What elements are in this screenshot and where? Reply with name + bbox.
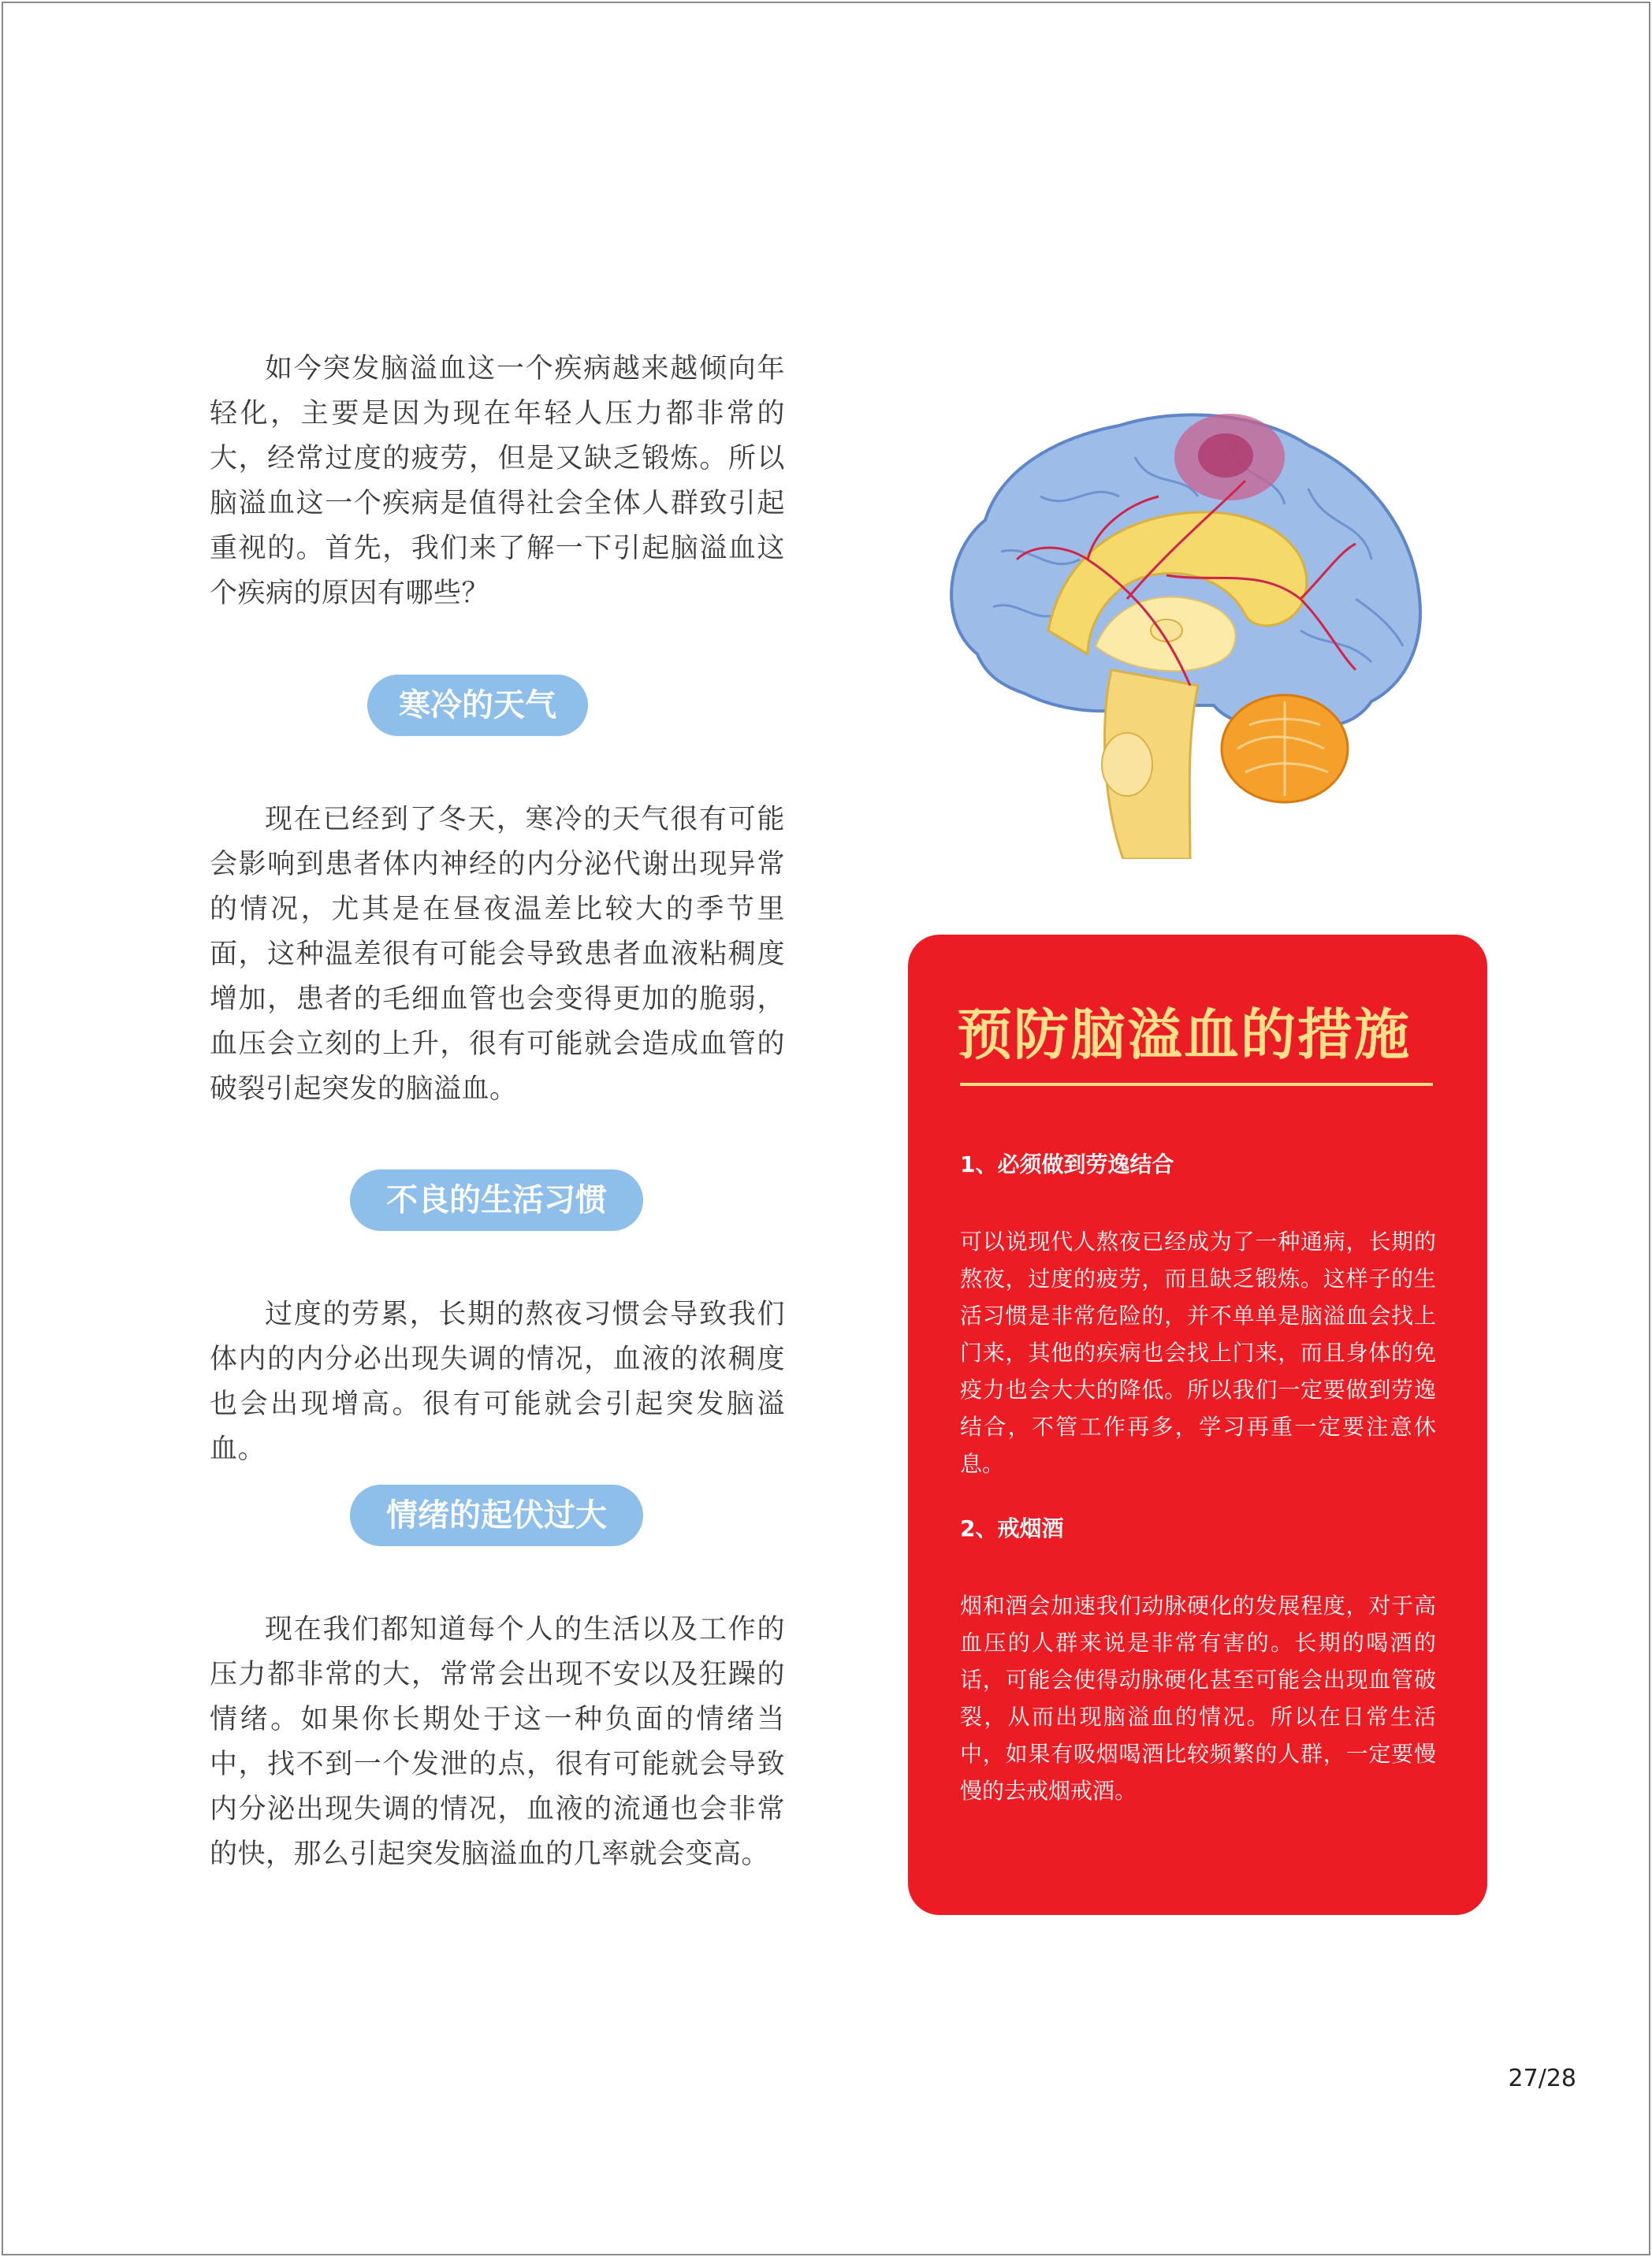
section-body-bad-habits: 过度的劳累，长期的熬夜习惯会导致我们体内的内分必出现失调的情况，血液的浓稠度也会出现增高。很有可能就会引起突发脑溢血。 [210,1299,785,1465]
measure-body-2: 烟和酒会加速我们动脉硬化的发展程度，对于高血压的人群来说是非常有害的。长期的喝酒的话，可能会使得动脉硬化甚至可能会出现血管破裂，从而出现脑溢血的情况。所以在日常生活中，如果有吸烟喝酒比较频繁的人群，一定要慢慢的去戒烟戒酒。 [960,1593,1436,1804]
measure-heading-2: 2、戒烟酒 [960,1515,1064,1541]
prevention-card [908,935,1487,1915]
measure-heading-1: 1、必须做到劳逸结合 [960,1151,1174,1177]
section-body-cold-weather: 现在已经到了冬天，寒冷的天气很有可能会影响到患者体内神经的内分泌代谢出现异常的情况，尤其是在昼夜温差比较大的季节里面，这种温差很有可能会导致患者血液粘稠度增加，患者的毛细血管也会变得更加的脆弱，血压会立刻的上升，很有可能就会造成血管的破裂引起突发的脑溢血。 [210,804,785,1105]
section-heading-emotions: 情绪的起伏过大 [350,1485,643,1546]
section-heading-cold-weather: 寒冷的天气 [367,675,588,736]
measure-body-1: 可以说现代人熬夜已经成为了一种通病，长期的熬夜，过度的疲劳，而且缺乏锻炼。这样子的生活习惯是非常危险的，并不单单是脑溢血会找上门来，其他的疾病也会找上门来，而且身体的免疫力也会大大的降低。所以我们一定要做到劳逸结合，不管工作再多，学习再重一定要注意休息。 [960,1229,1436,1477]
brain-illustration [930,394,1434,859]
section-heading-bad-habits: 不良的生活习惯 [350,1169,643,1231]
page-number: 27/28 [1508,2065,1576,2092]
intro-paragraph: 如今突发脑溢血这一个疾病越来越倾向年轻化，主要是因为现在年轻人压力都非常的大，经常过度的疲劳，但是又缺乏锻炼。所以脑溢血这一个疾病是值得社会全体人群致引起重视的。首先，我们来了解一下引起脑溢血这个疾病的原因有哪些？ [210,353,785,609]
prevention-card-title: 预防脑溢血的措施 [957,1002,1411,1067]
section-body-emotions: 现在我们都知道每个人的生活以及工作的压力都非常的大，常常会出现不安以及狂躁的情绪。如果你长期处于这一种负面的情绪当中，找不到一个发泄的点，很有可能就会导致内分泌出现失调的情况，血液的流通也会非常的快，那么引起突发脑溢血的几率就会变高。 [210,1614,785,1870]
title-underline [960,1083,1433,1086]
